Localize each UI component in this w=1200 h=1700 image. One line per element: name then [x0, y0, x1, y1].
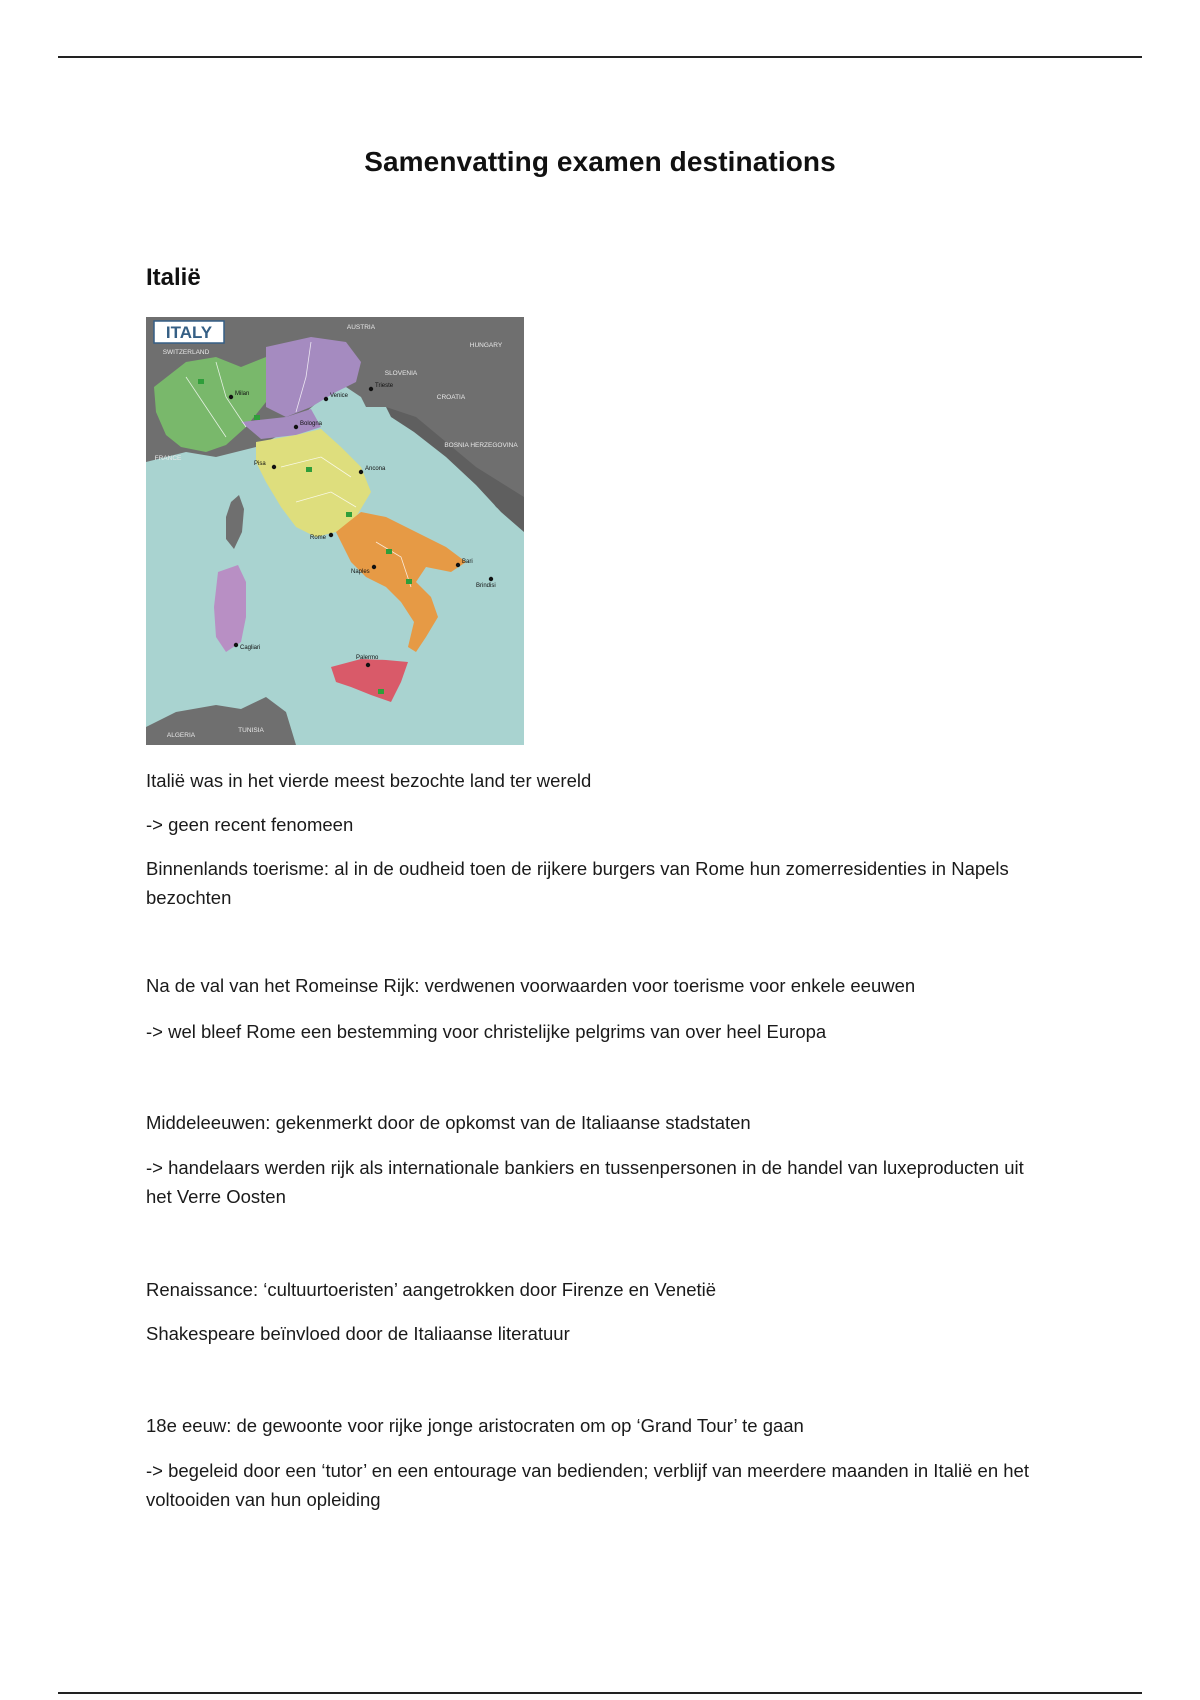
- paragraph: Italië was in het vierde meest bezochte land ter wereld: [146, 770, 592, 791]
- paragraph: Binnenlands toerisme: al in de oudheid toen de rijkere burgers van Rome hun zomerresidenties in Napels bezochten: [146, 858, 1009, 908]
- city-dot-trieste: [369, 387, 373, 391]
- map-sardinia: [214, 565, 246, 652]
- city-label-palermo: Palermo: [356, 655, 379, 661]
- paragraph: Na de val van het Romeinse Rijk: verdwenen voorwaarden voor toerisme voor enkele eeuwen: [146, 975, 916, 996]
- section-heading: Italië: [146, 264, 201, 291]
- city-label-rome: Rome: [310, 535, 327, 541]
- city-label-ancona: Ancona: [365, 466, 386, 472]
- map-marker: [254, 415, 260, 420]
- city-label-venice: Venice: [330, 393, 349, 399]
- map-label-croatia: CROATIA: [436, 394, 466, 401]
- city-dot-pisa: [272, 465, 276, 469]
- city-dot-brindisi: [489, 577, 493, 581]
- map-label-hungary: HUNGARY: [469, 342, 503, 349]
- paragraph: Middeleeuwen: gekenmerkt door de opkomst van de Italiaanse stadstaten: [146, 1112, 751, 1133]
- city-dot-ancona: [359, 470, 363, 474]
- city-label-cagliari: Cagliari: [240, 645, 261, 651]
- bottom-rule: [58, 1692, 1142, 1694]
- city-dot-bari: [456, 563, 460, 567]
- paragraph: -> wel bleef Rome een bestemming voor christelijke pelgrims van over heel Europa: [146, 1021, 827, 1042]
- top-rule: [58, 56, 1142, 58]
- italy-map: [146, 317, 524, 745]
- paragraph: -> handelaars werden rijk als internationale bankiers en tussenpersonen in de handel van luxeproducten uit het Verre Oosten: [146, 1157, 1024, 1207]
- city-dot-palermo: [366, 663, 370, 667]
- city-label-brindisi: Brindisi: [476, 583, 496, 589]
- city-dot-naples: [372, 565, 376, 569]
- city-label-milan: Milan: [235, 391, 250, 397]
- paragraph: -> begeleid door een ‘tutor’ en een entourage van bedienden; verblijf van meerdere maanden in Italië en het voltooiden van hun opleiding: [146, 1460, 1029, 1510]
- city-dot-bologna: [294, 425, 298, 429]
- map-marker: [198, 379, 204, 384]
- city-label-pisa: Pisa: [254, 461, 266, 467]
- city-label-trieste: Trieste: [375, 383, 394, 389]
- map-marker: [386, 549, 392, 554]
- city-dot-milan: [229, 395, 233, 399]
- document-title: Samenvatting examen destinations: [364, 146, 836, 177]
- map-marker: [406, 579, 412, 584]
- map-label-tunisia: TUNISIA: [238, 727, 264, 734]
- paragraph: Shakespeare beïnvloed door de Italiaanse literatuur: [146, 1323, 570, 1344]
- map-label-austria: AUSTRIA: [346, 324, 376, 331]
- map-marker: [346, 512, 352, 517]
- city-label-bari: Bari: [462, 559, 473, 565]
- map-marker: [306, 467, 312, 472]
- map-label-slovenia: SLOVENIA: [384, 370, 418, 377]
- city-dot-venice: [324, 397, 328, 401]
- map-marker: [378, 689, 384, 694]
- map-label-bosnia: BOSNIA HERZEGOVINA: [444, 442, 518, 449]
- city-label-bologna: Bologna: [300, 421, 323, 427]
- paragraph: -> geen recent fenomeen: [146, 814, 354, 835]
- map-badge: ITALY: [165, 323, 213, 342]
- city-dot-rome: [329, 533, 333, 537]
- map-label-switzerland: SWITZERLAND: [162, 349, 210, 356]
- city-label-naples: Naples: [351, 569, 370, 575]
- city-dot-cagliari: [234, 643, 238, 647]
- map-label-algeria: ALGERIA: [166, 732, 196, 739]
- map-label-france: FRANCE: [154, 455, 182, 462]
- paragraph: 18e eeuw: de gewoonte voor rijke jonge aristocraten om op ‘Grand Tour’ te gaan: [146, 1415, 804, 1436]
- paragraph: Renaissance: ‘cultuurtoeristen’ aangetrokken door Firenze en Venetië: [146, 1279, 717, 1300]
